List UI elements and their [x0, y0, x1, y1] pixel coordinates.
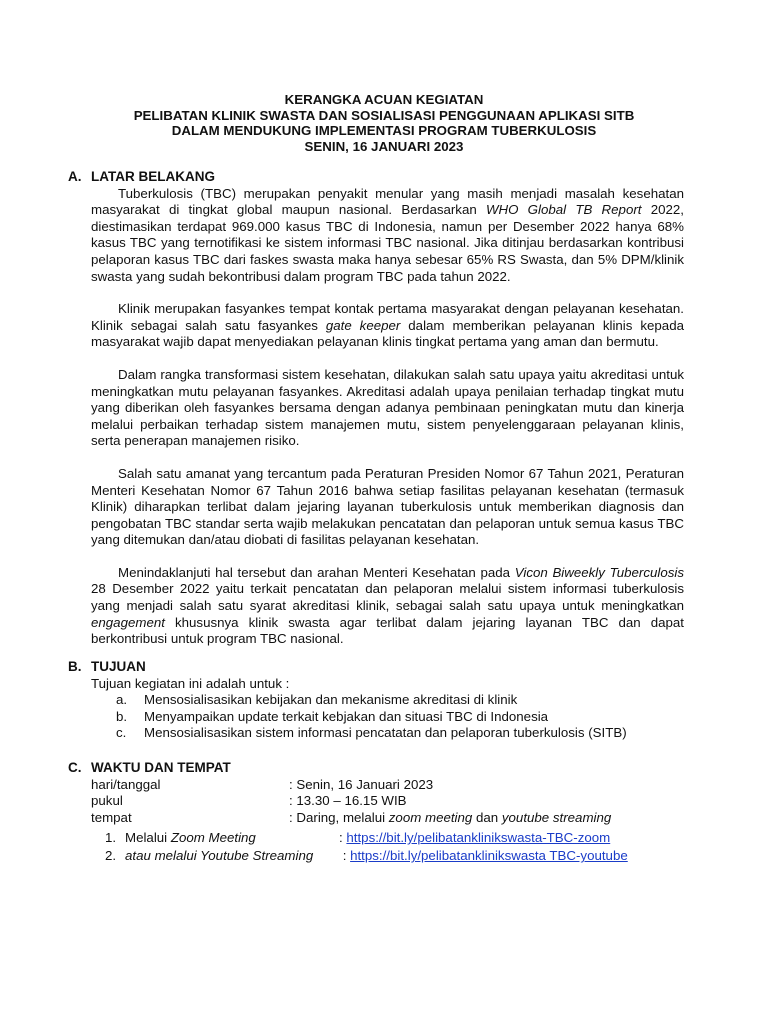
- row-value: : Senin, 16 Januari 2023: [289, 776, 434, 792]
- paragraph-1-text-b: 2022, diestimasikan terdapat 969.000 kasus TBC di Indonesia, namun per Desember 2022 hanya 68% kasus TBC yang ternotifikasi ke sistem informasi TBC nasional. Jika ditinjau berdasarkan kontribusi pelaporan kasus TBC dari faskes swasta maka hanya sebesar 65% RS Swasta, dan 5% DPM/klinik swasta yang sudah bekontribusi dalam program TBC pada tahun 2022.: [91, 202, 684, 284]
- title-line-3: DALAM MENDUKUNG IMPLEMENTASI PROGRAM TUBERKULOSIS: [171, 123, 597, 138]
- tempat-italic-a: zoom meeting: [388, 809, 473, 825]
- tempat-text-a: : Daring, melalui: [289, 809, 389, 825]
- paragraph-2-text-b: dalam memberikan pelayanan klinis kepada masyarakat wajib dapat menyediakan pelayanan klinis tingkat pertama yang aman dan bermutu.: [91, 317, 684, 350]
- link-separator: :: [339, 848, 351, 864]
- section-b-letter: B.: [68, 659, 82, 674]
- paragraph-5-text-a: Menindaklanjuti hal tersebut dan arahan Menteri Kesehatan pada: [118, 564, 515, 580]
- title-line-4: SENIN, 16 JANUARI 2023: [304, 138, 464, 154]
- paragraph-4: [91, 466, 684, 549]
- paragraph-1-text-a: Tuberkulosis (TBC) merupakan penyakit menular yang masih menjadi masalah kesehatan masyarakat di tingkat global maupun nasional. Berdasarkan: [91, 185, 684, 218]
- paragraph-5-italic-b: engagement: [91, 614, 165, 630]
- link-number: 2.: [105, 848, 117, 864]
- link-list: [105, 829, 684, 865]
- paragraph-2: [91, 301, 684, 351]
- section-c-title: WAKTU DAN TEMPAT: [91, 760, 231, 775]
- link-row-zoom: [105, 829, 684, 847]
- row-pukul: [91, 793, 684, 810]
- zoom-meeting-link[interactable]: https://bit.ly/pelibatanklinikswasta-TBC-zoom: [346, 830, 611, 846]
- link-row-youtube: [105, 847, 684, 865]
- section-b-heading: [68, 659, 684, 676]
- list-item-text: Menyampaikan update terkait kebjakan dan situasi TBC di Indonesia: [144, 708, 549, 724]
- title-line-1: KERANGKA ACUAN KEGIATAN: [284, 92, 484, 107]
- section-c-heading: [68, 760, 684, 777]
- list-item-text: Mensosialisasikan sistem informasi pencatatan dan pelaporan tuberkulosis (SITB): [144, 725, 627, 741]
- link-label-prefix: Melalui: [125, 830, 171, 846]
- tempat-text-b: dan: [472, 809, 502, 825]
- paragraph-2-italic: gate keeper: [325, 317, 401, 333]
- list-marker: a.: [116, 692, 128, 708]
- section-latar-belakang: [68, 169, 684, 648]
- list-marker: b.: [116, 708, 128, 724]
- paragraph-3: [91, 367, 684, 450]
- link-separator: :: [339, 830, 347, 846]
- paragraph-2-text-a: Klinik merupakan fasyankes tempat kontak pertama masyarakat dengan pelayanan kesehatan. Klinik sebagai salah satu fasyankes: [91, 301, 684, 333]
- section-tujuan: [68, 659, 684, 742]
- link-label-italic: atau melalui Youtube Streaming: [125, 848, 314, 864]
- list-item: [116, 709, 684, 726]
- paragraph-3-text: Dalam rangka transformasi sistem kesehatan, dilakukan salah satu upaya yaitu akreditasi untuk meningkatkan mutu pelayanan fasyankes. Akreditasi adalah upaya penilaian terhadap tingkat mutu yang diberikan oleh fasyankes bersama dengan adanya pembinaan peningkatan mutu dan kinerja melalui perbaikan terhadap sistem manajemen mutu, sistem penyelenggaraan pelayanan klinis, serta penerapan manajemen risiko.: [91, 366, 684, 449]
- link-label: [125, 847, 339, 865]
- paragraph-5-text-c: khususnya klinik swasta agar terlibat dalam jejaring layanan TBC dan dapat berkontribusi untuk program TBC nasional.: [91, 614, 684, 647]
- link-label: [125, 829, 339, 847]
- youtube-streaming-link[interactable]: https://bit.ly/pelibatanklinikswasta TBC-youtube: [350, 848, 628, 864]
- list-marker: c.: [116, 725, 127, 741]
- paragraph-5: [91, 565, 684, 648]
- row-key: pukul: [91, 793, 123, 809]
- document-title: [0, 92, 768, 154]
- section-a-heading: [68, 169, 684, 186]
- section-a-letter: A.: [68, 169, 82, 184]
- tujuan-list: [68, 692, 684, 742]
- list-item: [116, 692, 684, 709]
- row-key: tempat: [91, 809, 132, 825]
- link-label-italic: Zoom Meeting: [170, 830, 256, 846]
- section-waktu-tempat: [68, 760, 684, 865]
- section-c-letter: C.: [68, 760, 82, 775]
- paragraph-5-text-b: 28 Desember 2022 yaitu terkait pencatatan dan pelaporan melalui sistem informasi tuberkulosis yang menjadi salah satu syarat akreditasi klinik, sebagai salah satu upaya untuk meningkatkan: [91, 581, 684, 614]
- title-line-2: PELIBATAN KLINIK SWASTA DAN SOSIALISASI PENGGUNAAN APLIKASI SITB: [133, 107, 635, 123]
- section-b-title: TUJUAN: [91, 659, 146, 674]
- tempat-italic-b: youtube streaming: [501, 809, 612, 825]
- paragraph-4-text: Salah satu amanat yang tercantum pada Peraturan Presiden Nomor 67 Tahun 2021, Peraturan Menteri Kesehatan Nomor 67 Tahun 2016 bahwa setiap fasilitas pelayanan kesehatan (termasuk Klinik) diharapkan terlibat dalam jejaring layanan tuberkulosis untuk memberikan diagnosis dan pengobatan TBC standar serta wajib melakukan pencatatan dan pelaporan untuk semua kasus TBC yang ditemukan dan/atau diobati di fasilitas pelayanan kesehatan.: [91, 465, 684, 548]
- list-item-text: Mensosialisasikan kebijakan dan mekanisme akreditasi di klinik: [144, 692, 518, 708]
- row-hari-tanggal: [91, 777, 684, 794]
- link-number: 1.: [105, 830, 117, 846]
- row-value: : 13.30 – 16.15 WIB: [289, 793, 407, 809]
- tujuan-intro: Tujuan kegiatan ini adalah untuk :: [91, 675, 290, 691]
- row-tempat: [91, 810, 684, 827]
- paragraph-1-italic: WHO Global TB Report: [485, 202, 642, 218]
- row-key: hari/tanggal: [91, 776, 161, 792]
- paragraph-5-italic-a: Vicon Biweekly Tuberculosis: [514, 564, 684, 580]
- paragraph-1: [91, 186, 684, 286]
- section-a-title: LATAR BELAKANG: [91, 169, 215, 184]
- list-item: [116, 725, 684, 742]
- row-value: [289, 810, 611, 827]
